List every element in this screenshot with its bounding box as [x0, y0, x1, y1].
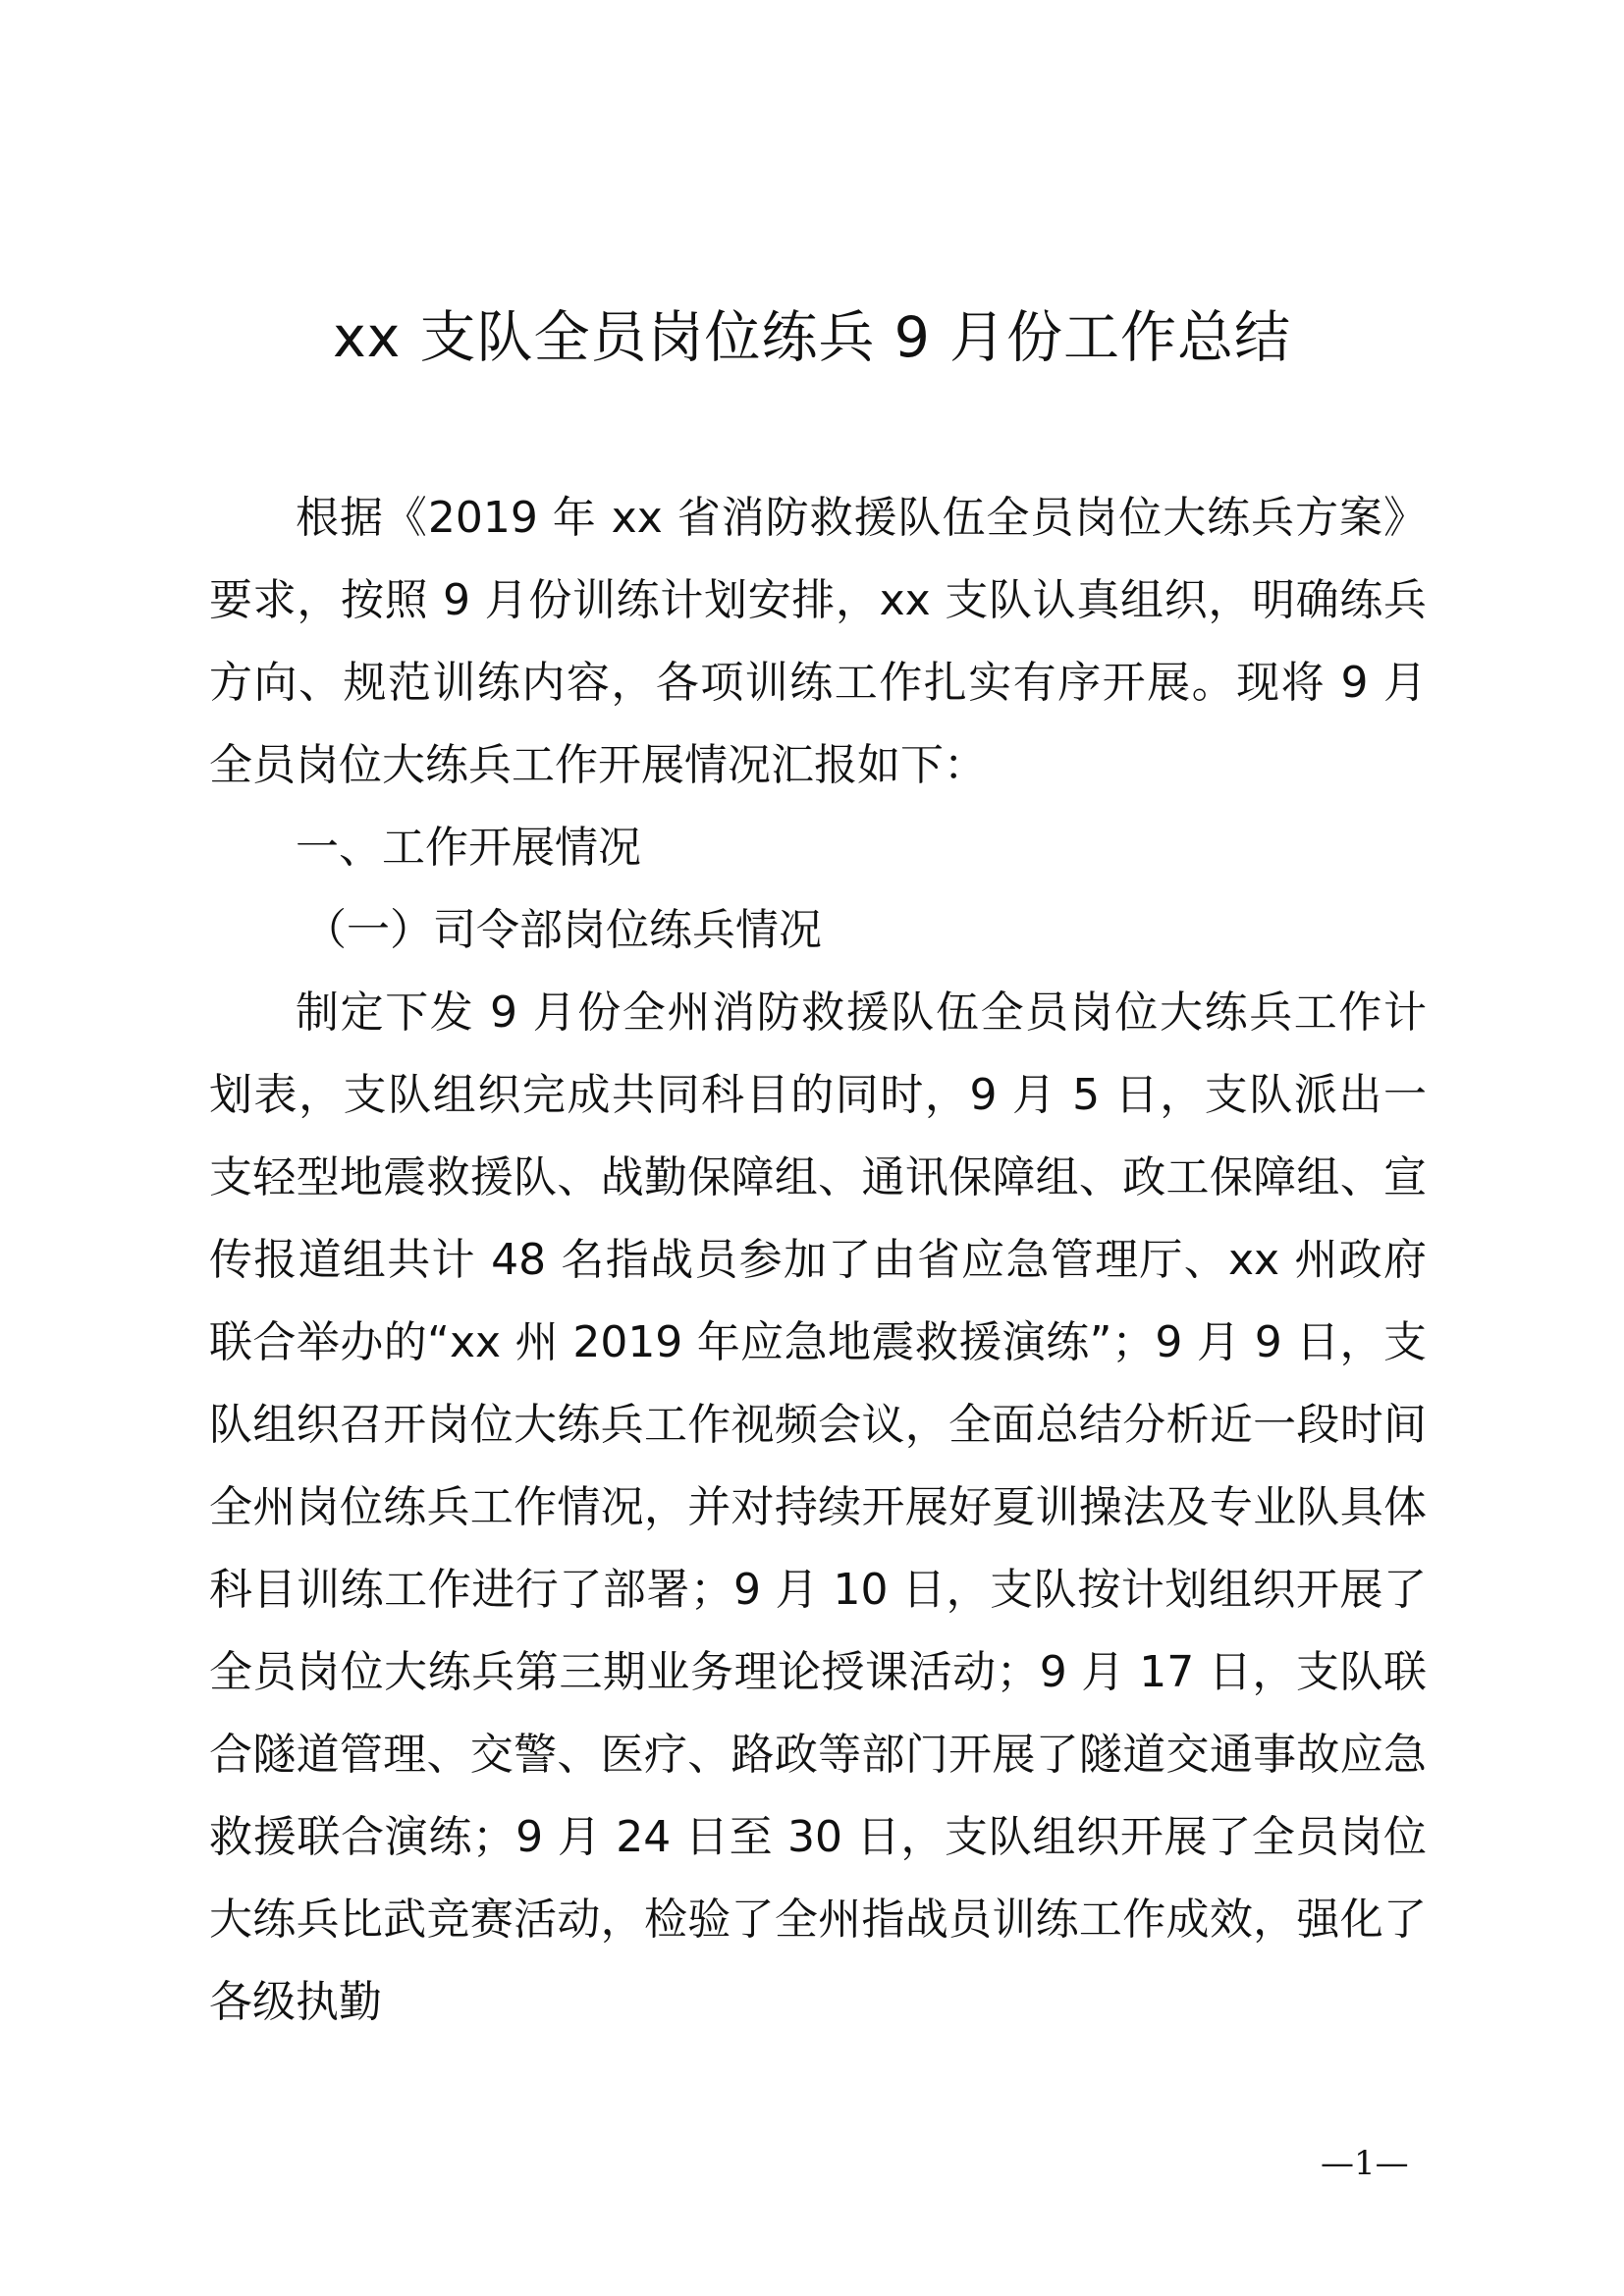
section-heading-work-status: 一、工作开展情况 — [296, 823, 641, 873]
page-number: —1— — [1321, 2144, 1409, 2183]
document-body — [209, 477, 1427, 2044]
intro-paragraph: 根据《2019 年 xx 省消防救援队伍全员岗位大练兵方案》要求，按照 9 月份训练计划安排，xx 支队认真组织，明确练兵方向、规范训练内容，各项训练工作扎实有序开展。现将 9 月全员岗位大练兵工作开展情况汇报如下： — [209, 493, 1427, 790]
subsection-heading-headquarters: （一）司令部岗位练兵情况 — [303, 905, 822, 955]
headquarters-training-paragraph: 制定下发 9 月份全州消防救援队伍全员岗位大练兵工作计划表，支队组织完成共同科目的同时，9 月 5 日，支队派出一支轻型地震救援队、战勤保障组、通讯保障组、政工保障组、宣传报道组共计 48 名指战员参加了由省应急管理厅、xx 州政府联合举办的“xx 州 2019 年应急地震救援演练”；9 月 9 日，支队组织召开岗位大练兵工作视频会议，全面总结分析近一段时间全州岗位练兵工作情况，并对持续开展好夏训操法及专业队具体科目训练工作进行了部署；9 月 10 日，支队按计划组织开展了全员岗位大练兵第三期业务理论授课活动；9 月 17 日，支队联合隧道管理、交警、医疗、路政等部门开展了隧道交通事故应急救援联合演练；9 月 24 日至 30 日，支队组织开展了全员岗位大练兵比武竞赛活动，检验了全州指战员训练工作成效，强化了各级执勤 — [209, 988, 1427, 2027]
document-title: xx 支队全员岗位练兵 9 月份工作总结 — [332, 305, 1292, 370]
